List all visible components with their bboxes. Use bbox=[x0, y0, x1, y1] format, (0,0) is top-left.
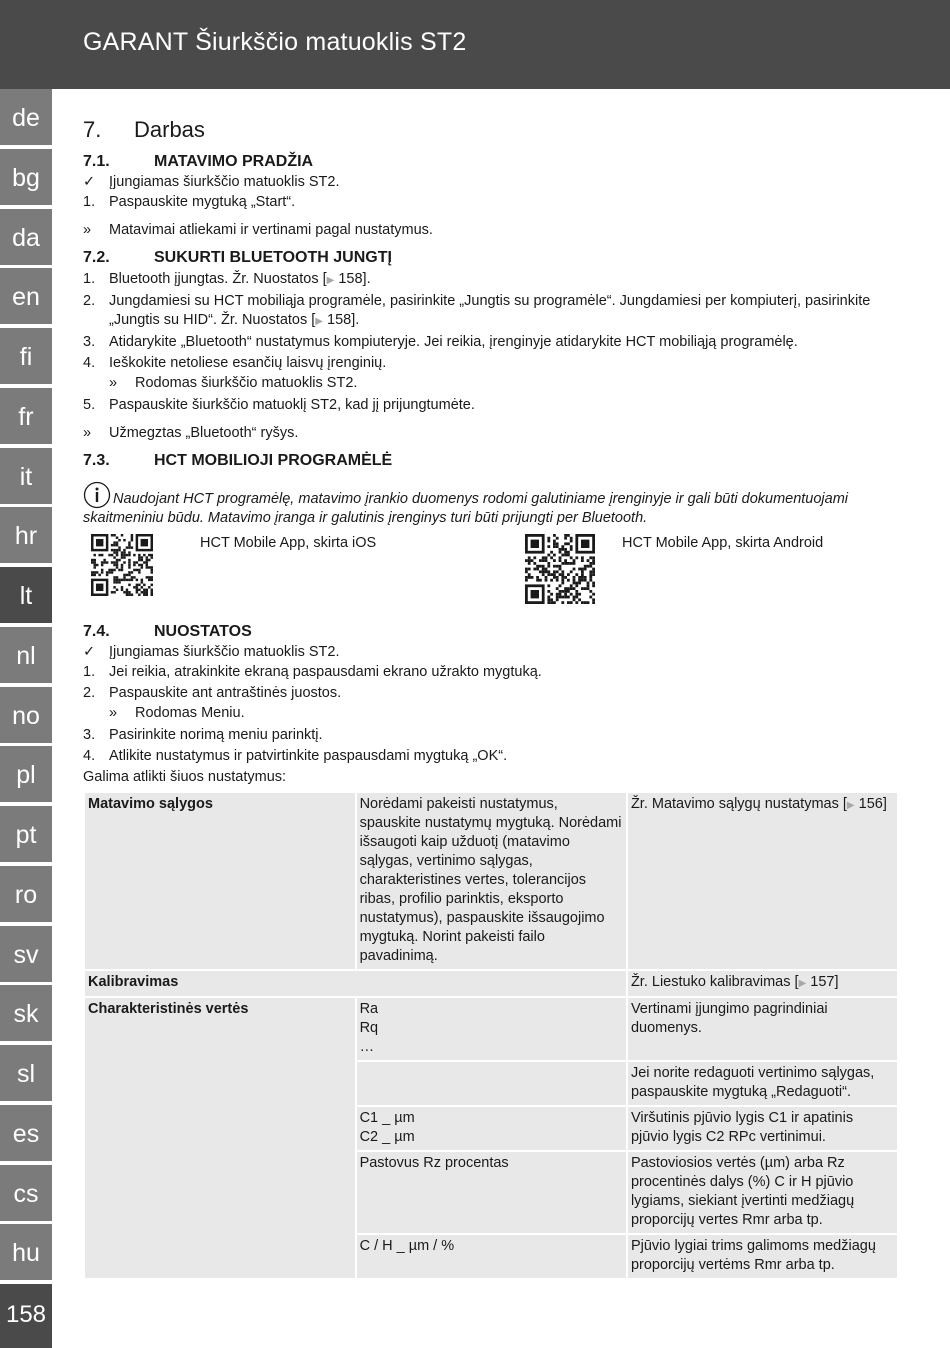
document-title: GARANT Šiurkščio matuoklis ST2 bbox=[83, 28, 467, 56]
language-tab-sl[interactable]: sl bbox=[0, 1045, 52, 1103]
app-links bbox=[83, 534, 899, 612]
language-tab-pl[interactable]: pl bbox=[0, 746, 52, 804]
page-number: 158 bbox=[0, 1284, 52, 1348]
language-tab-ro[interactable]: ro bbox=[0, 866, 52, 924]
settings-table bbox=[83, 791, 899, 1280]
language-tab-no[interactable]: no bbox=[0, 687, 52, 745]
setting-reference: Žr. Matavimo sąlygų nustatymas [▶ 156] bbox=[627, 792, 898, 970]
section-heading: 7. Darbas bbox=[83, 117, 205, 142]
info-icon bbox=[83, 481, 111, 509]
language-tab-de[interactable]: de bbox=[0, 89, 52, 147]
step: 1. Paspauskite mygtuką „Start“. bbox=[83, 194, 296, 210]
language-tab-da[interactable]: da bbox=[0, 209, 52, 267]
prerequisite: ✓ Įjungiamas šiurkščio matuoklis ST2. bbox=[83, 174, 340, 190]
step: 1. Bluetooth įjungtas. Žr. Nuostatos [▶ 158]. bbox=[83, 271, 371, 287]
android-app-label: HCT Mobile App, skirta Android bbox=[622, 535, 824, 551]
page-header bbox=[0, 0, 950, 89]
subsection-7-4-heading: 7.4. NUOSTATOS bbox=[83, 623, 252, 640]
setting-description: Pjūvio lygiai trims galimoms medžiagų proporcijų vertėms Rmr arba tp. bbox=[627, 1234, 898, 1279]
table-row bbox=[84, 792, 898, 970]
qr-code-ios-icon[interactable] bbox=[91, 534, 153, 596]
setting-name: Matavimo sąlygos bbox=[84, 792, 356, 970]
setting-description: Viršutinis pjūvio lygis C1 ir apatinis pjūvio lygis C2 RPc vertinimui. bbox=[627, 1106, 898, 1151]
prerequisite: ✓ Įjungiamas šiurkščio matuoklis ST2. bbox=[83, 644, 340, 660]
language-tab-fi[interactable]: fi bbox=[0, 328, 52, 386]
step: 5. Paspauskite šiurkščio matuoklį ST2, kad jį prijungtumėte. bbox=[83, 397, 475, 413]
language-tab-pt[interactable]: pt bbox=[0, 806, 52, 864]
ios-app-label: HCT Mobile App, skirta iOS bbox=[200, 535, 377, 551]
subsection-7-2-heading: 7.2. SUKURTI BLUETOOTH JUNGTĮ bbox=[83, 249, 392, 266]
setting-values: C / H _ µm / % bbox=[356, 1234, 627, 1279]
language-tab-en[interactable]: en bbox=[0, 268, 52, 326]
subsection-7-1-heading: 7.1. MATAVIMO PRADŽIA bbox=[83, 153, 314, 170]
intermediate-result: » Rodomas šiurkščio matuoklis ST2. bbox=[109, 375, 358, 391]
language-tab-es[interactable]: es bbox=[0, 1105, 52, 1163]
setting-description: Pastoviosios vertės (µm) arba Rz procentinės dalys (%) C ir H pjūvio lygiams, siekiant įvertinti medžiagų proporcijų vertes Rmr arba tp. bbox=[627, 1151, 898, 1234]
step: 1. Jei reikia, atrakinkite ekraną paspausdami ekrano užrakto mygtuką. bbox=[83, 664, 542, 680]
intermediate-result: » Rodomas Meniu. bbox=[109, 705, 245, 721]
main-content bbox=[83, 116, 899, 1280]
info-note: Naudojant HCT programėlę, matavimo įrankio duomenys rodomi galutiniame įrenginyje ir gali būti dokumentuojami skaitmeniniu būdu. Matavimo įranga ir galutinis įrenginys turi būti prijungti per Bluetooth. bbox=[83, 481, 899, 528]
setting-values: Pastovus Rz procentas bbox=[356, 1151, 627, 1234]
language-tab-sv[interactable]: sv bbox=[0, 926, 52, 984]
step: 4. Atlikite nustatymus ir patvirtinkite paspausdami mygtuką „OK“. bbox=[83, 748, 508, 764]
setting-description: Norėdami pakeisti nustatymus, spauskite nustatymų mygtuką. Norėdami išsaugoti kaip užduotį (matavimo sąlygas, vertinimo sąlygas, charakteristines vertes, tolerancijos ribas, profilio parinktis, eksporto nustatymus), paspauskite išsaugojimo mygtuką. Norint pakeisti failo pavadinimą. bbox=[356, 792, 627, 970]
language-sidebar bbox=[0, 89, 52, 1348]
table-row bbox=[84, 997, 898, 1061]
setting-description: Vertinami įjungimo pagrindiniai duomenys. bbox=[627, 997, 898, 1061]
language-tab-sk[interactable]: sk bbox=[0, 985, 52, 1043]
language-tab-hr[interactable]: hr bbox=[0, 507, 52, 565]
setting-name: Kalibravimas bbox=[84, 970, 627, 997]
step: 2. Jungdamiesi su HCT mobiliąja programėle, pasirinkite „Jungtis su programėle“. Jungdamiesi per kompiuterį, pasirinkite „Jungtis su HID“. Žr. Nuostatos [▶ 158]. bbox=[83, 293, 871, 328]
language-tab-lt[interactable]: lt bbox=[0, 567, 52, 625]
empty-cell bbox=[356, 1061, 627, 1106]
setting-values: C1 _ µm C2 _ µm bbox=[356, 1106, 627, 1151]
language-tab-cs[interactable]: cs bbox=[0, 1165, 52, 1223]
result: » Matavimai atliekami ir vertinami pagal nustatymus. bbox=[83, 222, 433, 238]
table-intro: Galima atlikti šiuos nustatymus: bbox=[83, 769, 287, 785]
result: » Užmegztas „Bluetooth“ ryšys. bbox=[83, 425, 299, 441]
language-tab-nl[interactable]: nl bbox=[0, 627, 52, 685]
subsection-7-3-heading: 7.3. HCT MOBILIOJI PROGRAMĖLĖ bbox=[83, 452, 393, 469]
setting-name: Charakteristinės vertės bbox=[84, 997, 356, 1279]
step: 4. Ieškokite netoliese esančių laisvų įrenginių. bbox=[83, 355, 387, 371]
language-tab-hu[interactable]: hu bbox=[0, 1224, 52, 1282]
setting-reference: Žr. Liestuko kalibravimas [▶ 157] bbox=[627, 970, 898, 997]
language-tab-it[interactable]: it bbox=[0, 448, 52, 506]
step: 3. Atidarykite „Bluetooth“ nustatymus kompiuteryje. Jei reikia, įrenginyje atidarykite HCT mobiliąją programėlę. bbox=[83, 334, 798, 350]
setting-values: Ra Rq … bbox=[356, 997, 627, 1061]
step: 2. Paspauskite ant antraštinės juostos. bbox=[83, 685, 342, 701]
step: 3. Pasirinkite norimą meniu parinktį. bbox=[83, 727, 323, 743]
setting-description: Jei norite redaguoti vertinimo sąlygas, paspauskite mygtuką „Redaguoti“. bbox=[627, 1061, 898, 1106]
language-tab-bg[interactable]: bg bbox=[0, 149, 52, 207]
qr-code-android-icon[interactable] bbox=[525, 534, 595, 604]
table-row bbox=[84, 970, 898, 997]
language-tab-fr[interactable]: fr bbox=[0, 388, 52, 446]
